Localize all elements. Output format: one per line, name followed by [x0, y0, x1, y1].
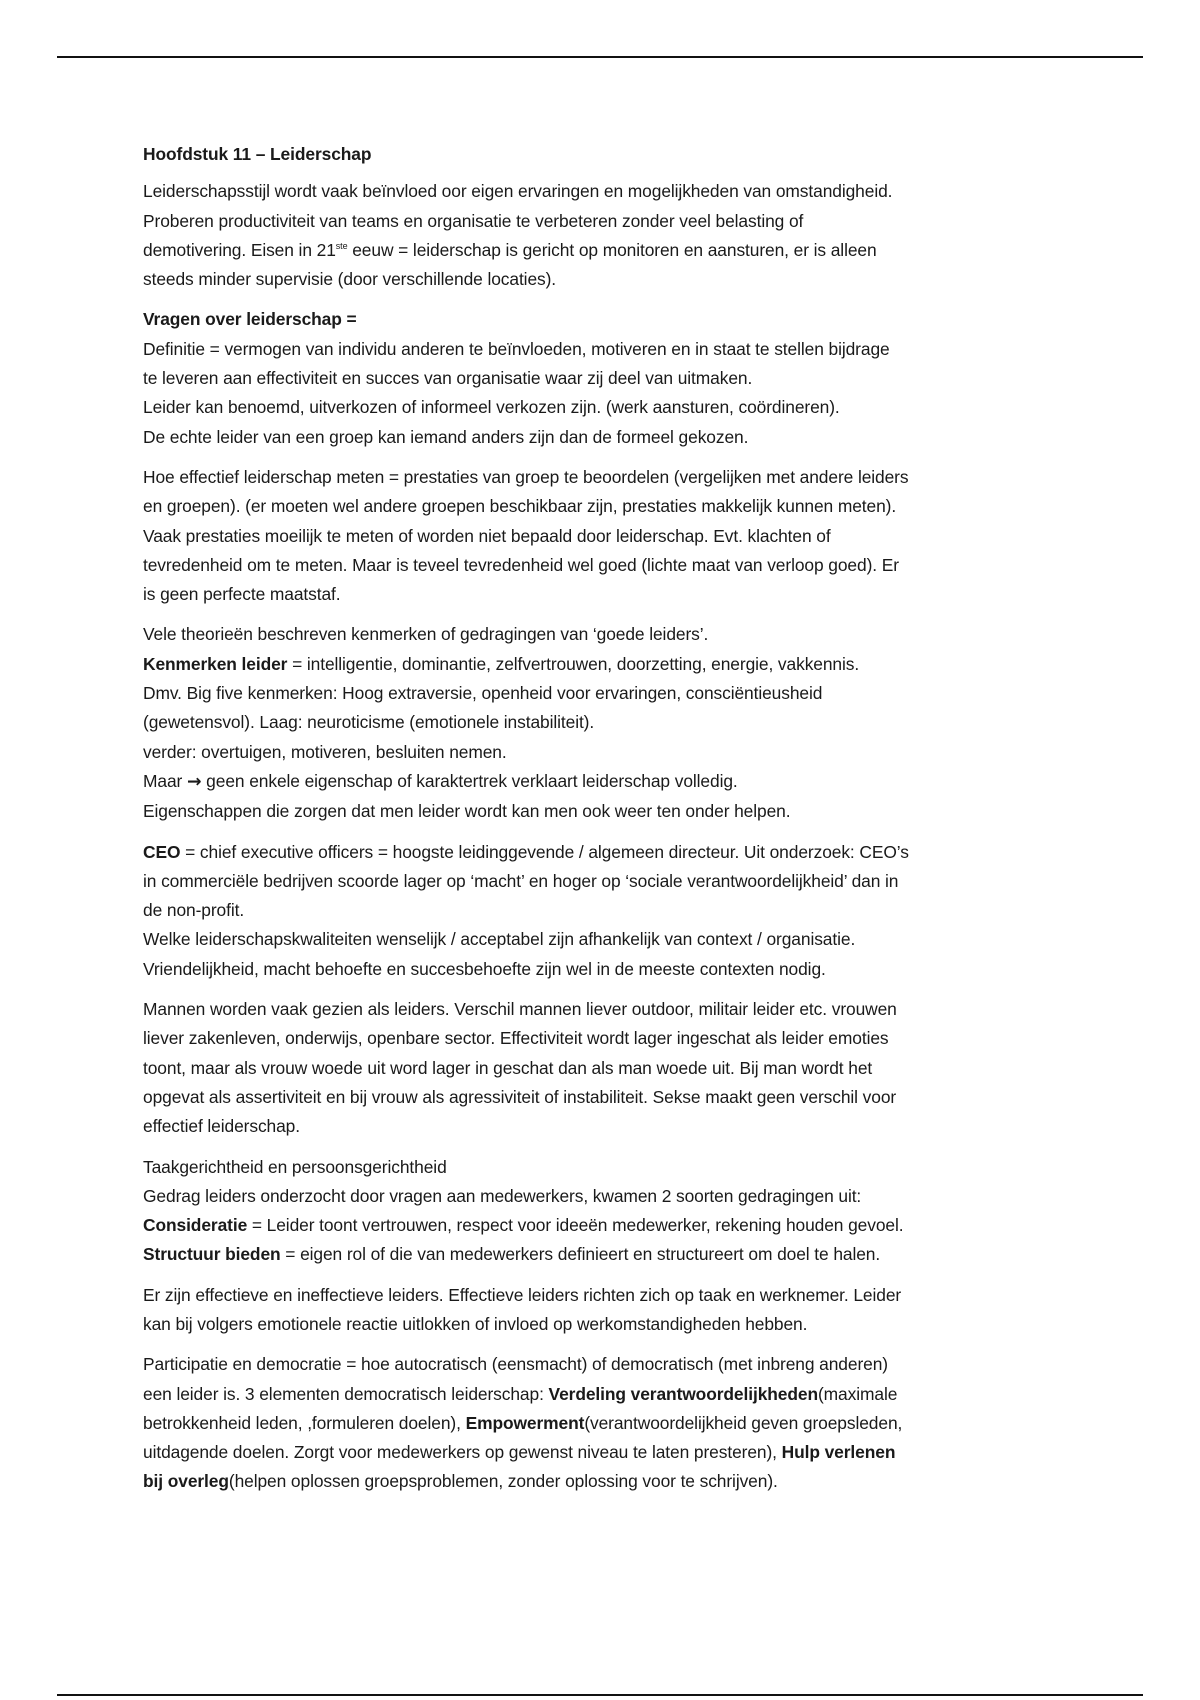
text-line: te leveren aan effectiviteit en succes van organisatie waar zij deel van uitmaken. [143, 368, 753, 389]
participatie-paragraph [143, 1350, 1063, 1496]
text-line: De echte leider van een groep kan iemand anders zijn dan de formeel gekozen. [143, 426, 749, 447]
text-run: eeuw = leiderschap is gericht op monitoren en aansturen, er is alleen [347, 239, 877, 260]
arrow-right-icon: → [186, 771, 202, 792]
text-run: betrokkenheid leden, ,formuleren doelen), [143, 1412, 466, 1433]
text-run: (maximale [817, 1383, 898, 1404]
bold-term: Verdeling verantwoordelijkheden [548, 1383, 818, 1404]
taak-paragraph [143, 1153, 1063, 1270]
text-run: (verantwoordelijkheid geven groepsleden, [584, 1412, 903, 1433]
text-run: (helpen oplossen groepsproblemen, zonder oplossing voor te schrijven). [228, 1471, 778, 1492]
text-line: en groepen). (er moeten wel andere groepen beschikbaar zijn, prestaties makkelijk kunnen meten). [143, 496, 897, 517]
text-line: steeds minder supervisie (door verschillende locaties). [143, 269, 557, 290]
text-line: kan bij volgers emotionele reactie uitlokken of invloed op werkomstandigheden hebben. [143, 1313, 808, 1334]
meten-paragraph [143, 463, 1063, 609]
document-body [143, 140, 1063, 1508]
text-line: Vele theorieën beschreven kenmerken of gedragingen van ‘goede leiders’. [143, 624, 709, 645]
ceo-paragraph [143, 838, 1063, 984]
text-line [143, 1409, 1063, 1438]
text-line: verder: overtuigen, motiveren, besluiten nemen. [143, 741, 507, 762]
text-line: in commerciële bedrijven scoorde lager op ‘macht’ en hoger op ‘sociale verantwoordelijkheid’ dan in [143, 870, 899, 891]
text-run: geen enkele eigenschap of karaktertrek verklaart leiderschap volledig. [201, 770, 738, 791]
text-line: Vriendelijkheid, macht behoefte en succesbehoefte zijn wel in de meeste contexten nodig. [143, 958, 826, 979]
text-line: Leiderschapsstijl wordt vaak beïnvloed oor eigen ervaringen en mogelijkheden van omstandigheid. [143, 181, 893, 202]
text-line [143, 1211, 1063, 1240]
text-line: toont, maar als vrouw woede uit word lager in geschat dan als man woede uit. Bij man wordt het [143, 1057, 873, 1078]
text-line [143, 767, 1063, 797]
superscript: ste [335, 240, 348, 251]
text-run: = eigen rol of die van medewerkers definieert en structureert om doel te halen. [280, 1244, 881, 1265]
text-line: Participatie en democratie = hoe autocratisch (eensmacht) of democratisch (met inbreng anderen) [143, 1354, 888, 1375]
text-line: Eigenschappen die zorgen dat men leider wordt kan men ook weer ten onder helpen. [143, 801, 791, 822]
text-line: effectief leiderschap. [143, 1116, 300, 1137]
text-line [143, 1467, 1063, 1496]
chapter-title: Hoofdstuk 11 – Leiderschap [143, 144, 372, 164]
intro-paragraph [143, 177, 1063, 294]
text-line: de non-profit. [143, 900, 245, 921]
text-line: Definitie = vermogen van individu anderen te beïnvloeden, motiveren en in staat te stellen bijdrage [143, 338, 890, 359]
text-line: Proberen productiviteit van teams en organisatie te verbeteren zonder veel belasting of [143, 210, 804, 231]
text-line: Taakgerichtheid en persoonsgerichtheid [143, 1156, 447, 1177]
text-line: opgevat als assertiviteit en bij vrouw als agressiviteit of instabiliteit. Sekse maakt geen verschil voor [143, 1086, 897, 1107]
section-heading: Vragen over leiderschap = [143, 309, 357, 330]
bold-term: Kenmerken leider [143, 653, 288, 674]
text-line [143, 1438, 1063, 1467]
text-line [143, 236, 1063, 265]
text-line: Vaak prestaties moeilijk te meten of worden niet bepaald door leiderschap. Evt. klachten of [143, 525, 831, 546]
text-line: Er zijn effectieve en ineffectieve leiders. Effectieve leiders richten zich op taak en werknemer. Leider [143, 1284, 902, 1305]
text-line: Dmv. Big five kenmerken: Hoog extraversie, openheid voor ervaringen, consciëntieusheid [143, 683, 823, 704]
text-line: tevredenheid om te meten. Maar is teveel tevredenheid wel goed (lichte maat van verloop goed). Er [143, 554, 899, 575]
text-line: Mannen worden vaak gezien als leiders. Verschil mannen liever outdoor, militair leider etc. vrouwen [143, 999, 897, 1020]
bold-term: Hulp verlenen [781, 1442, 896, 1463]
bold-term: Empowerment [465, 1412, 585, 1433]
header-rule [57, 56, 1143, 58]
text-run: Maar [143, 770, 187, 791]
footer-rule [57, 1694, 1143, 1696]
vragen-paragraph [143, 305, 1063, 451]
effectief-paragraph [143, 1281, 1063, 1340]
bold-term: Structuur bieden [143, 1244, 281, 1265]
text-run: = Leider toont vertrouwen, respect voor ideeën medewerker, rekening houden gevoel. [247, 1215, 904, 1236]
text-run: een leider is. 3 elementen democratisch leiderschap: [143, 1383, 549, 1404]
text-line: liever zakenleven, onderwijs, openbare sector. Effectiviteit wordt lager ingeschat als leider emoties [143, 1028, 889, 1049]
text-line [143, 650, 1063, 679]
mannen-paragraph [143, 995, 1063, 1141]
kenmerken-paragraph [143, 620, 1063, 826]
bold-term: CEO [143, 841, 181, 862]
text-line [143, 1240, 1063, 1269]
text-line [143, 838, 1063, 867]
text-line: (gewetensvol). Laag: neuroticisme (emotionele instabiliteit). [143, 712, 595, 733]
text-run: = intelligentie, dominantie, zelfvertrouwen, doorzetting, energie, vakkennis. [287, 653, 860, 674]
text-line: Hoe effectief leiderschap meten = prestaties van groep te beoordelen (vergelijken met andere leiders [143, 466, 909, 487]
text-run: demotivering. Eisen in 21 [143, 239, 336, 260]
bold-term: Consideratie [143, 1215, 248, 1236]
text-line: Leider kan benoemd, uitverkozen of informeel verkozen zijn. (werk aansturen, coördineren). [143, 397, 840, 418]
text-line: Welke leiderschapskwaliteiten wenselijk / acceptabel zijn afhankelijk van context / organisatie. [143, 929, 856, 950]
text-line: is geen perfecte maatstaf. [143, 584, 341, 605]
text-line: Gedrag leiders onderzocht door vragen aan medewerkers, kwamen 2 soorten gedragingen uit: [143, 1185, 862, 1206]
text-line [143, 305, 1063, 334]
text-line [143, 1380, 1063, 1409]
bold-term: bij overleg [143, 1471, 229, 1492]
text-run: = chief executive officers = hoogste leidinggevende / algemeen directeur. Uit onderzoek: CEO’s [180, 841, 909, 862]
text-run: uitdagende doelen. Zorgt voor medewerkers op gewenst niveau te laten presteren), [143, 1442, 782, 1463]
